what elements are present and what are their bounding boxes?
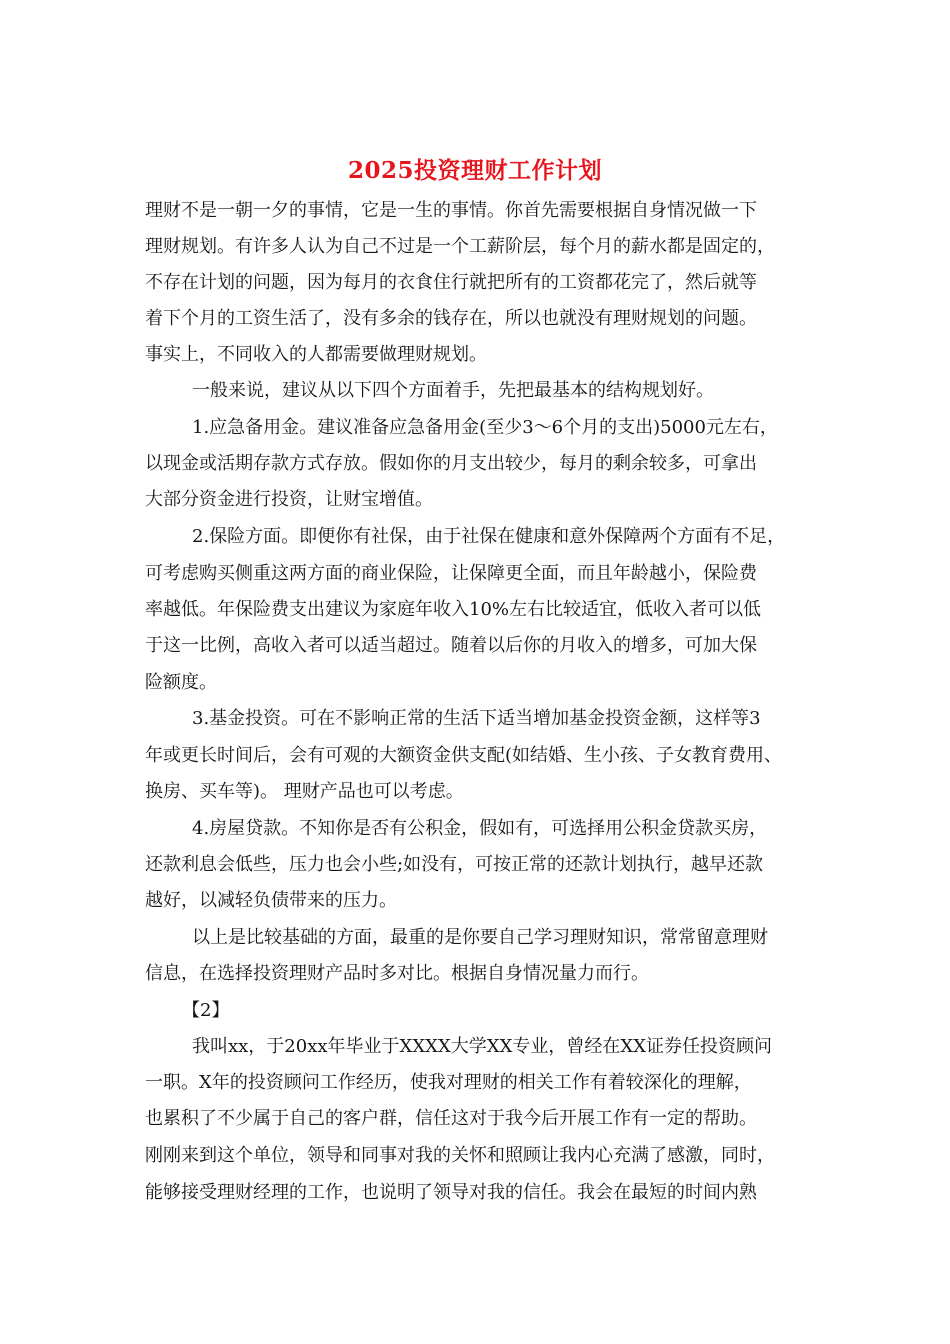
text-line: 理财不是一朝一夕的事情，它是一生的事情。你首先需要根据自身情况做一下	[145, 200, 757, 221]
text-line: 一职。X年的投资顾问工作经历，使我对理财的相关工作有着较深化的理解，	[145, 1072, 752, 1093]
text-line: 不存在计划的问题，因为每月的衣食住行就把所有的工资都花完了，然后就等	[145, 272, 757, 293]
text-line: 1.应急备用金。建议准备应急备用金(至少3～6个月的支出)5000元左右，	[192, 417, 778, 438]
text-line: 以现金或活期存款方式存放。假如你的月支出较少，每月的剩余较多，可拿出	[145, 453, 757, 474]
text-line: 率越低。年保险费支出建议为家庭年收入10%左右比较适宜，低收入者可以低	[145, 599, 762, 620]
text-line: 理财规划。有许多人认为自己不过是一个工薪阶层，每个月的薪水都是固定的，	[145, 236, 775, 257]
text-line: 3.基金投资。可在不影响正常的生活下适当增加基金投资金额，这样等3	[192, 708, 761, 729]
text-line: 大部分资金进行投资，让财宝增值。	[145, 489, 433, 510]
text-line: 越好，以减轻负债带来的压力。	[145, 890, 397, 911]
text-line: 2.保险方面。即便你有社保，由于社保在健康和意外保障两个方面有不足，	[192, 526, 786, 547]
section-marker: 【2】	[182, 1000, 230, 1021]
text-line: 我叫xx，于20xx年毕业于XXXX大学XX专业，曾经在XX证券任投资顾问	[192, 1036, 773, 1057]
document-title: 2025投资理财工作计划	[347, 157, 602, 184]
text-line: 也累积了不少属于自己的客户群，信任这对于我今后开展工作有一定的帮助。	[145, 1108, 757, 1129]
text-line: 还款利息会低些，压力也会小些;如没有，可按正常的还款计划执行，越早还款	[145, 854, 764, 875]
text-line: 事实上，不同收入的人都需要做理财规划。	[145, 344, 487, 365]
text-line: 着下个月的工资生活了，没有多余的钱存在，所以也就没有理财规划的问题。	[145, 308, 757, 329]
text-line: 信息，在选择投资理财产品时多对比。根据自身情况量力而行。	[145, 963, 649, 984]
text-line: 可考虑购买侧重这两方面的商业保险，让保障更全面，而且年龄越小，保险费	[145, 563, 757, 584]
text-line: 年或更长时间后，会有可观的大额资金供支配(如结婚、生小孩、子女教育费用、	[145, 745, 783, 766]
text-line: 险额度。	[145, 672, 217, 693]
text-line: 以上是比较基础的方面，最重的是你要自己学习理财知识，常常留意理财	[192, 927, 768, 948]
text-line: 4.房屋贷款。不知你是否有公积金，假如有，可选择用公积金贷款买房，	[192, 818, 768, 839]
text-line: 能够接受理财经理的工作，也说明了领导对我的信任。我会在最短的时间内熟	[145, 1182, 757, 1203]
text-line: 换房、买车等)。 理财产品也可以考虑。	[145, 781, 464, 802]
text-line: 于这一比例，高收入者可以适当超过。随着以后你的月收入的增多，可加大保	[145, 635, 757, 656]
text-line: 一般来说，建议从以下四个方面着手，先把最基本的结构规划好。	[192, 380, 714, 401]
text-line: 刚刚来到这个单位，领导和同事对我的关怀和照顾让我内心充满了感激，同时，	[145, 1145, 775, 1166]
